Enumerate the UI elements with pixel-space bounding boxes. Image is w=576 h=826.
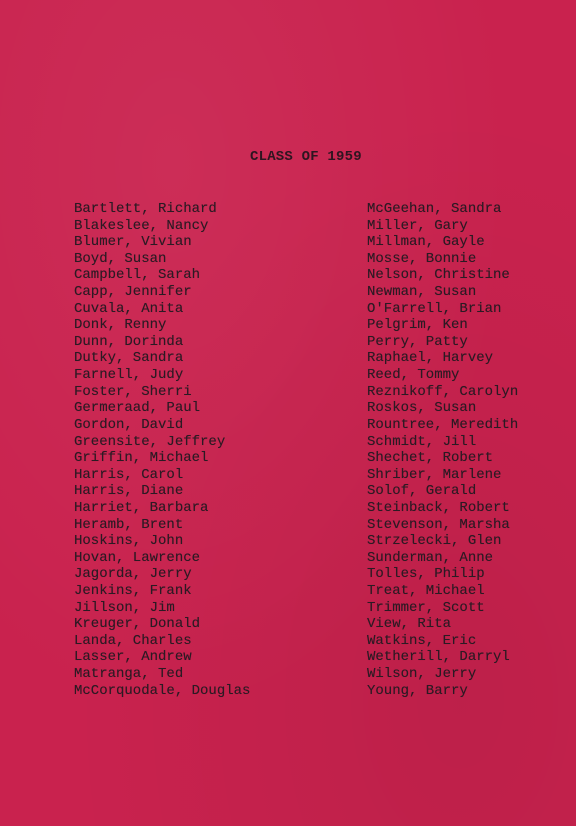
name-entry: McGeehan, Sandra xyxy=(367,201,502,217)
name-entry: Jenkins, Frank xyxy=(74,583,192,600)
name-entry: Kreuger, Donald xyxy=(74,616,201,633)
name-entry: Campbell, Sarah xyxy=(74,267,201,284)
name-entry: Solof, Gerald xyxy=(367,483,477,500)
name-entry: Mosse, Bonnie xyxy=(367,250,477,267)
name-entry: Foster, Sherri xyxy=(74,383,192,400)
name-entry: Griffin, Michael xyxy=(74,450,209,467)
name-entry: Young, Barry xyxy=(367,682,468,699)
name-entry: Stevenson, Marsha xyxy=(367,516,510,533)
name-entry: Boyd, Susan xyxy=(74,250,167,267)
name-entry: Miller, Gary xyxy=(367,217,468,234)
name-entry: Pelgrim, Ken xyxy=(367,317,468,334)
name-entry: Nelson, Christine xyxy=(367,267,510,284)
name-entry: Watkins, Eric xyxy=(367,632,477,649)
name-entry: Shriber, Marlene xyxy=(367,466,502,483)
name-entry: Hovan, Lawrence xyxy=(74,549,201,566)
name-entry: Blakeslee, Nancy xyxy=(74,217,209,234)
name-entry: Sunderman, Anne xyxy=(367,549,494,566)
name-entry: Bartlett, Richard xyxy=(74,201,217,217)
name-entry: Jillson, Jim xyxy=(74,599,175,616)
name-entry: Steinback, Robert xyxy=(367,499,510,516)
name-entry: Germeraad, Paul xyxy=(74,400,201,417)
name-entry: Farnell, Judy xyxy=(74,367,184,384)
name-entry: Landa, Charles xyxy=(74,632,192,649)
name-entry: Jagorda, Jerry xyxy=(74,566,192,583)
names-column-left xyxy=(74,201,250,699)
name-entry: Harris, Diane xyxy=(74,483,184,500)
name-entry: O'Farrell, Brian xyxy=(367,300,502,317)
name-entry: Wilson, Jerry xyxy=(367,666,477,683)
name-entry: Shechet, Robert xyxy=(367,450,494,467)
name-entry: Greensite, Jeffrey xyxy=(74,433,226,450)
name-entry: Millman, Gayle xyxy=(367,234,485,251)
name-entry: Newman, Susan xyxy=(367,284,477,301)
name-entry: Tolles, Philip xyxy=(367,566,485,583)
name-entry: Heramb, Brent xyxy=(74,516,184,533)
name-entry: Rountree, Meredith xyxy=(367,416,519,433)
name-entry: Trimmer, Scott xyxy=(367,599,485,616)
name-entry: Harriet, Barbara xyxy=(74,499,209,516)
name-entry: Dutky, Sandra xyxy=(74,350,184,367)
name-entry: Matranga, Ted xyxy=(74,666,184,683)
name-entry: Dunn, Dorinda xyxy=(74,333,184,350)
name-entry: Perry, Patty xyxy=(367,333,468,350)
name-entry: Wetherill, Darryl xyxy=(367,649,510,666)
name-entry: Reznikoff, Carolyn xyxy=(367,383,519,400)
name-entry: Lasser, Andrew xyxy=(74,649,192,666)
name-entry: Strzelecki, Glen xyxy=(367,533,502,550)
names-column-right xyxy=(367,201,518,699)
name-entry: Schmidt, Jill xyxy=(367,433,477,450)
name-entry: Reed, Tommy xyxy=(367,367,460,384)
name-entry: Raphael, Harvey xyxy=(367,350,494,367)
name-entry: Donk, Renny xyxy=(74,317,167,334)
name-entry: Gordon, David xyxy=(74,416,184,433)
name-entry: Blumer, Vivian xyxy=(74,234,192,251)
name-entry: Capp, Jennifer xyxy=(74,284,192,301)
name-entry: View, Rita xyxy=(367,616,452,633)
name-entry: Harris, Carol xyxy=(74,466,184,483)
page-title: CLASS OF 1959 xyxy=(250,149,362,165)
name-entry: Hoskins, John xyxy=(74,533,184,550)
name-entry: McCorquodale, Douglas xyxy=(74,682,251,699)
name-entry: Treat, Michael xyxy=(367,583,485,600)
name-entry: Roskos, Susan xyxy=(367,400,477,417)
name-entry: Cuvala, Anita xyxy=(74,300,184,317)
